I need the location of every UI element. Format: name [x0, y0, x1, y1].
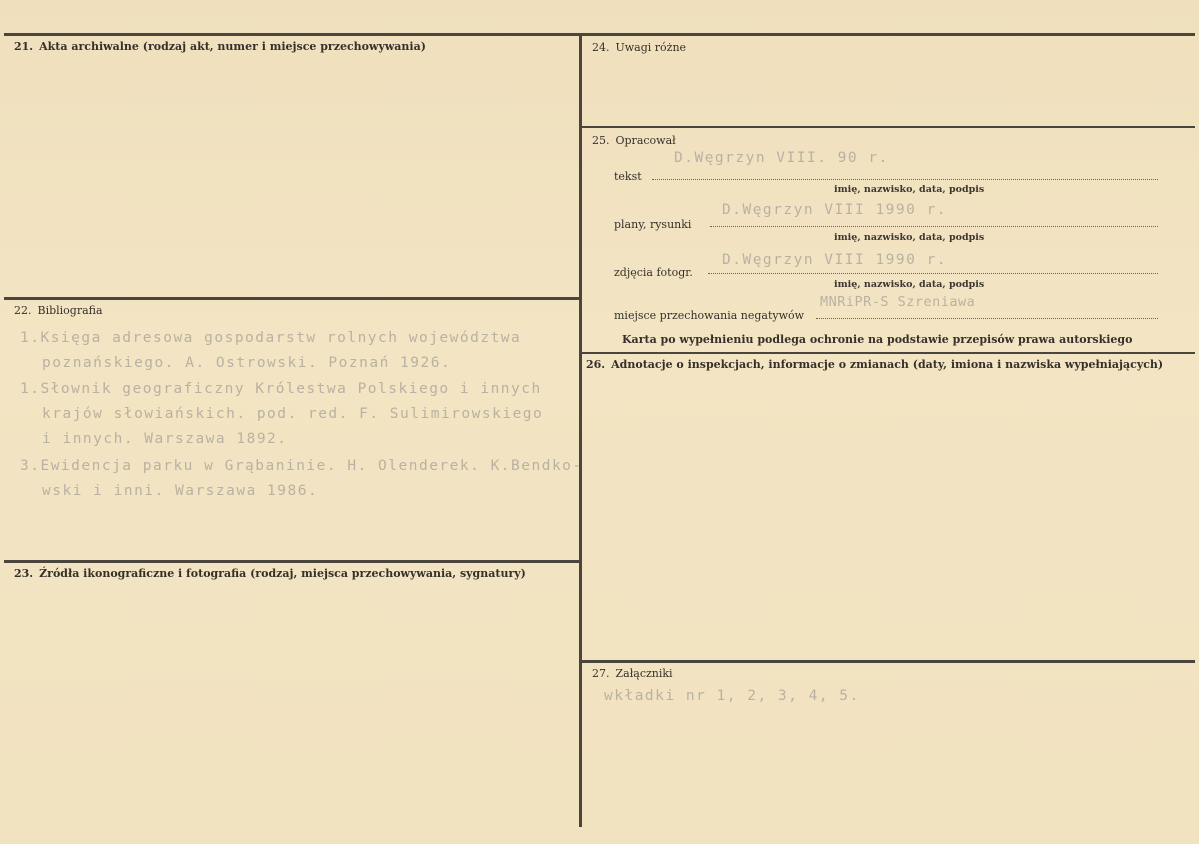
section-22-title: Bibliografia — [37, 304, 103, 317]
section-26-number: 26. — [586, 358, 606, 371]
plans-author-hint: imię, nazwisko, data, podpis — [834, 232, 985, 243]
section-25-number: 25. — [592, 134, 610, 147]
negatives-line — [816, 318, 1158, 319]
section-23-title: Źródła ikonograficzne i fotografia (rodzaj, miejsca przechowywania, sygnatury) — [39, 567, 526, 580]
attachments-value: wkładki nr 1, 2, 3, 4, 5. — [604, 688, 860, 704]
section-24-label — [592, 41, 686, 54]
section-24-number: 24. — [592, 41, 610, 54]
bibliography-line: 3.Ewidencja parku w Grąbaninie. H. Olenderek. K.Bendko- — [20, 458, 583, 474]
bibliography-line: 1.Słownik geograficzny Królestwa Polskiego i innych — [20, 381, 542, 397]
plans-author-value: D.Węgrzyn VIII 1990 r. — [722, 202, 948, 218]
divider-21-22 — [4, 297, 581, 300]
section-25-title: Opracował — [615, 134, 676, 147]
text-author-label: tekst — [614, 170, 642, 183]
copyright-notice: Karta po wypełnieniu podlega ochronie na podstawie przepisów prawa autorskiego — [622, 333, 1133, 346]
photos-author-hint: imię, nazwisko, data, podpis — [834, 279, 985, 290]
section-22-label — [14, 304, 103, 317]
divider-24-25 — [581, 126, 1195, 128]
section-26-label — [586, 358, 1163, 371]
section-27-number: 27. — [592, 667, 610, 680]
bibliography-line: 1.Księga adresowa gospodarstw rolnych województwa — [20, 330, 522, 346]
text-author-value: D.Węgrzyn VIII. 90 r. — [674, 150, 889, 166]
section-26-title: Adnotacje o inspekcjach, informacje o zmianach (daty, imiona i nazwiska wypełniających) — [611, 358, 1164, 371]
plans-author-label: plany, rysunki — [614, 218, 692, 231]
section-27-title: Załączniki — [615, 667, 673, 680]
section-25-label — [592, 134, 676, 147]
divider-22-23 — [4, 560, 581, 563]
divider-25-26 — [581, 352, 1195, 354]
section-21-label — [14, 40, 426, 53]
bibliography-line: wski i inni. Warszawa 1986. — [42, 483, 319, 499]
section-24-title: Uwagi różne — [615, 41, 687, 54]
negatives-label: miejsce przechowania negatywów — [614, 309, 805, 322]
section-21-number: 21. — [14, 40, 34, 53]
photos-author-line — [708, 273, 1158, 274]
bibliography-line: i innych. Warszawa 1892. — [42, 431, 288, 447]
photos-author-label: zdjęcia fotogr. — [614, 266, 693, 279]
section-23-label — [14, 567, 526, 580]
divider-26-27 — [581, 660, 1195, 663]
text-author-line — [652, 179, 1158, 180]
plans-author-line — [710, 226, 1158, 227]
top-rule — [4, 33, 1195, 36]
section-21-title: Akta archiwalne (rodzaj akt, numer i miejsce przechowywania) — [39, 40, 426, 53]
bibliography-line: poznańskiego. A. Ostrowski. Poznań 1926. — [42, 355, 452, 371]
photos-author-value: D.Węgrzyn VIII 1990 r. — [722, 252, 948, 268]
section-22-number: 22. — [14, 304, 32, 317]
section-23-number: 23. — [14, 567, 34, 580]
text-author-hint: imię, nazwisko, data, podpis — [834, 184, 985, 195]
bibliography-line: krajów słowiańskich. pod. red. F. Sulimirowskiego — [42, 406, 544, 422]
center-divider — [579, 35, 582, 827]
section-27-label — [592, 667, 673, 680]
negatives-value: MNRiPR-S Szreniawa — [820, 294, 976, 310]
